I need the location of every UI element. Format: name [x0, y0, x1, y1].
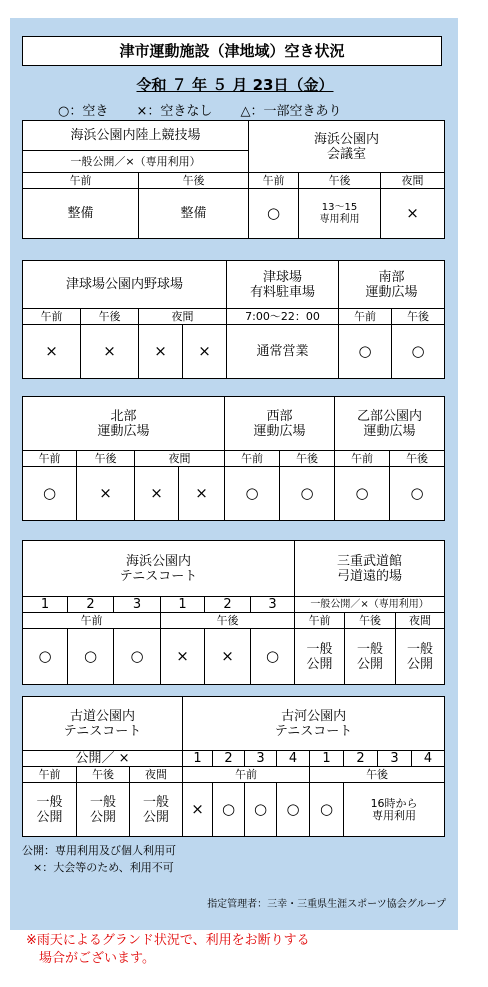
period-header: 午後 [139, 173, 249, 189]
status-cell: 一般 公開 [396, 629, 445, 685]
status-cell: ○ [277, 783, 310, 837]
status-cell: × [183, 783, 213, 837]
warning-line: ※雨天によるグランド状況で、利用をお断りする [26, 933, 310, 948]
status-cell: × [183, 325, 227, 379]
manager-credit: 指定管理者：三幸・三重県生涯スポーツ協会グループ [207, 899, 446, 910]
facility-name: 乙部公園内 運動広場 [335, 397, 445, 451]
facility-name: 古道公園内 テニスコート [23, 697, 183, 751]
status-cell: ○ [245, 783, 277, 837]
period-header: 午前 [295, 613, 345, 629]
rain-warning [26, 932, 310, 968]
note-line: 公開：専用利用及び個人利用可 [22, 844, 176, 857]
status-cell: ○ [390, 467, 445, 521]
period-header: 午後 [390, 451, 445, 467]
status-cell: 16時から 専用利用 [344, 783, 445, 837]
period-header: 午前 [339, 309, 392, 325]
status-cell: ○ [23, 467, 77, 521]
period-header: 夜間 [135, 451, 225, 467]
status-cell: × [81, 325, 139, 379]
status-cell: ○ [280, 467, 335, 521]
status-cell: ○ [114, 629, 161, 685]
date-label: 令和 ７ 年 ５ 月 23日（金） [136, 76, 334, 94]
court-number: 3 [114, 597, 161, 613]
facility-subtitle: 公開／ × [23, 751, 183, 767]
facility-name: 津球場公園内野球場 [23, 261, 227, 309]
court-number: 3 [251, 597, 295, 613]
court-number: 1 [310, 751, 344, 767]
status-cell: × [139, 325, 183, 379]
period-header: 午前 [23, 309, 81, 325]
status-cell: ○ [251, 629, 295, 685]
court-number: 3 [378, 751, 412, 767]
period-header: 午前 [249, 173, 299, 189]
period-header: 午後 [280, 451, 335, 467]
status-cell: × [205, 629, 251, 685]
status-cell: × [161, 629, 205, 685]
status-cell: ○ [339, 325, 392, 379]
court-number: 2 [68, 597, 114, 613]
period-header: 午後 [345, 613, 396, 629]
page-title: 津市運動施設（津地域）空き状況 [22, 36, 442, 66]
legend-available: ○：空き [58, 104, 109, 119]
period-header: 午後 [392, 309, 445, 325]
court-number: 1 [161, 597, 205, 613]
note-line: ×：大会等のため、利用不可 [22, 861, 174, 874]
court-number: 1 [183, 751, 213, 767]
status-cell: ○ [335, 467, 390, 521]
status-cell: × [381, 189, 445, 239]
court-number: 1 [23, 597, 68, 613]
period-header: 午前 [23, 173, 139, 189]
facility-subtitle: 一般公開／×（専用利用） [295, 597, 445, 613]
status-cell: ○ [213, 783, 245, 837]
facility-name: 北部 運動広場 [23, 397, 225, 451]
section-5-table [22, 696, 445, 837]
period-header: 午前 [183, 767, 310, 783]
status-cell: × [135, 467, 179, 521]
period-header: 午前 [335, 451, 390, 467]
period-header: 午後 [81, 309, 139, 325]
status-cell: × [77, 467, 135, 521]
period-header: 午後 [161, 613, 295, 629]
period-header: 午後 [77, 767, 130, 783]
period-header: 午後 [310, 767, 445, 783]
status-cell: ○ [310, 783, 344, 837]
section-3-table [22, 396, 445, 521]
status-cell: 整備 [139, 189, 249, 239]
period-header: 午前 [23, 451, 77, 467]
facility-name: 南部 運動広場 [339, 261, 445, 309]
status-cell: ○ [68, 629, 114, 685]
status-cell: ○ [249, 189, 299, 239]
status-cell: 一般 公開 [295, 629, 345, 685]
period-header: 午後 [77, 451, 135, 467]
period-header: 午前 [23, 613, 161, 629]
court-number: 3 [245, 751, 277, 767]
court-number: 2 [344, 751, 378, 767]
status-cell: 通常営業 [227, 325, 339, 379]
facility-name: 古河公園内 テニスコート [183, 697, 445, 751]
status-cell: ○ [392, 325, 445, 379]
status-cell: × [179, 467, 225, 521]
facility-name: 海浜公園内陸上競技場 [23, 121, 249, 151]
status-cell: 一般 公開 [23, 783, 77, 837]
period-header: 午後 [299, 173, 381, 189]
status-cell: 整備 [23, 189, 139, 239]
status-cell: 一般 公開 [345, 629, 396, 685]
period-header: 夜間 [130, 767, 183, 783]
period-header: 午前 [225, 451, 280, 467]
status-cell: 一般 公開 [130, 783, 183, 837]
legend [58, 100, 366, 119]
facility-name: 海浜公園内 テニスコート [23, 541, 295, 597]
court-number: 2 [213, 751, 245, 767]
legend-unavailable: ×：空きなし [136, 104, 213, 119]
status-cell: 一般 公開 [77, 783, 130, 837]
facility-subtitle: 一般公開／×（専用利用） [23, 151, 249, 173]
facility-name: 津球場 有料駐車場 [227, 261, 339, 309]
warning-line: 場合がございます。 [26, 951, 155, 966]
section-4-table [22, 540, 445, 685]
period-header: 午前 [23, 767, 77, 783]
period-header: 夜間 [139, 309, 227, 325]
legend-partial: △：一部空きあり [240, 104, 342, 119]
facility-name: 西部 運動広場 [225, 397, 335, 451]
status-cell: ○ [225, 467, 280, 521]
court-number: 2 [205, 597, 251, 613]
facility-name: 三重武道館 弓道遠的場 [295, 541, 445, 597]
court-number: 4 [412, 751, 445, 767]
court-number: 4 [277, 751, 310, 767]
period-header: 夜間 [381, 173, 445, 189]
facility-name: 海浜公園内 会議室 [249, 121, 445, 173]
section-2-table [22, 260, 445, 379]
period-header: 夜間 [396, 613, 445, 629]
period-header: 7:00～22：00 [227, 309, 339, 325]
status-cell: × [23, 325, 81, 379]
status-cell: ○ [23, 629, 68, 685]
status-cell: 13～15 専用利用 [299, 189, 381, 239]
section-1-table [22, 120, 445, 239]
notes [22, 842, 176, 876]
